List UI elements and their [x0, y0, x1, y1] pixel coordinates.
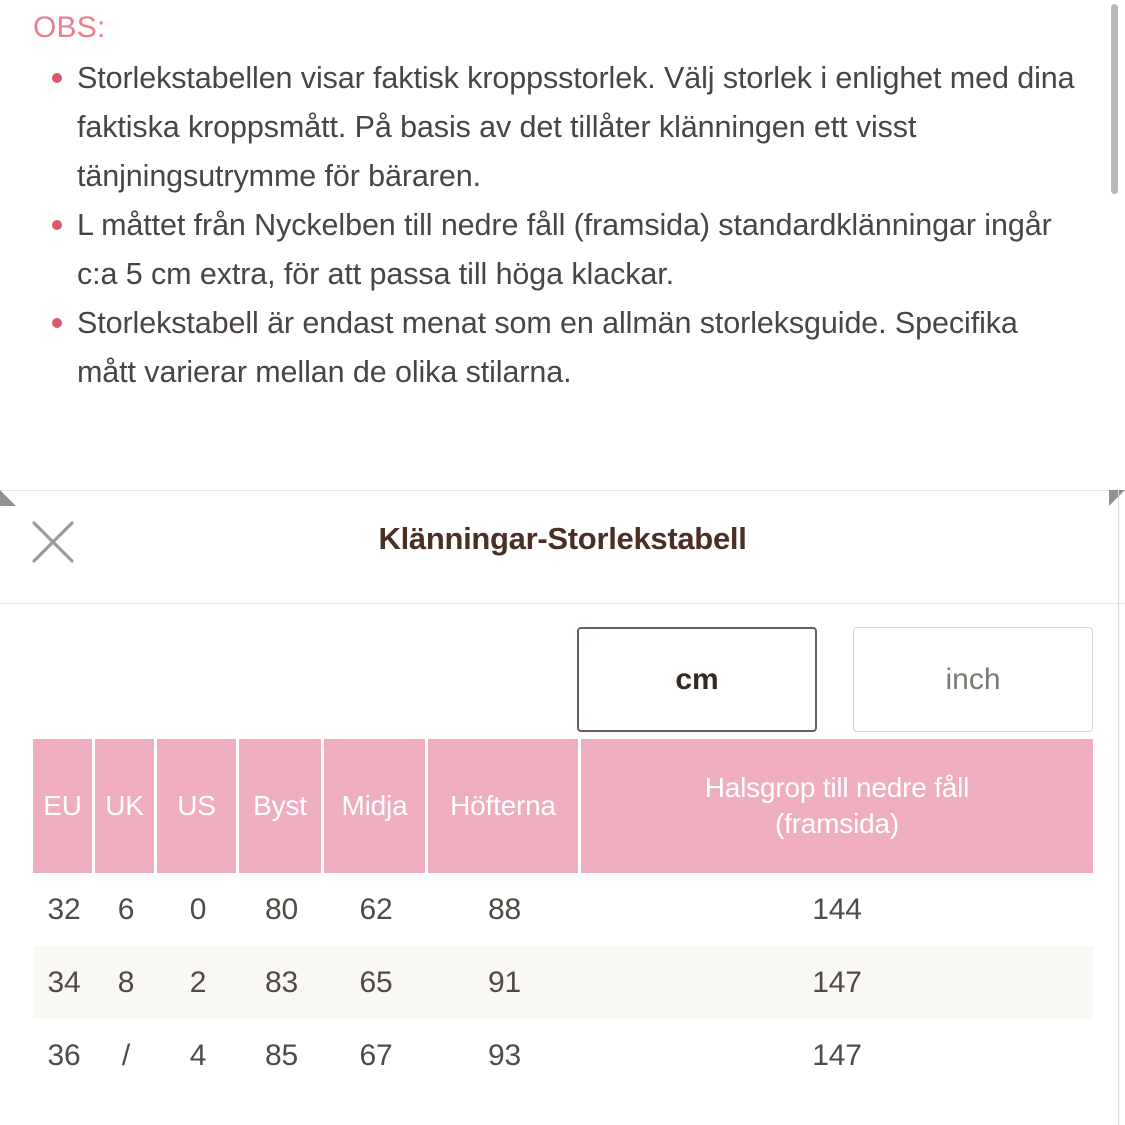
- obs-heading: OBS:: [33, 11, 106, 44]
- column-header-byst: Byst: [239, 739, 324, 873]
- cell-midja: 67: [359, 1038, 393, 1072]
- size-chart-modal: [0, 490, 1125, 1125]
- column-header-halsgrop-line2: (framsida): [774, 808, 899, 839]
- column-header-hofterna: Höfterna: [428, 739, 581, 873]
- bullet-icon: [52, 220, 62, 230]
- cell-eu: 36: [47, 1038, 81, 1072]
- column-header-eu: EU: [33, 739, 95, 873]
- modal-header: [0, 491, 1125, 604]
- size-table-head: [33, 739, 1093, 873]
- cell-eu: 34: [33, 946, 95, 1019]
- note-text: Storlekstabellen visar faktisk kroppsstorlek. Välj storlek i enlighet med dina faktiska kroppsmått. På basis av det tillåter klänningen ett visst tänjningsutrymme för bäraren.: [77, 61, 1075, 193]
- table-row: [33, 873, 1093, 946]
- unit-toggle-cm[interactable]: cm: [577, 627, 817, 732]
- cell-midja: 62: [359, 892, 393, 926]
- table-row: [33, 946, 1093, 1019]
- table-row: [33, 1019, 1093, 1092]
- size-table-body: [33, 873, 1093, 1092]
- cell-hofterna: 93: [488, 1038, 521, 1072]
- page-title: Klänningar-Storlekstabell: [378, 521, 747, 556]
- cell-hofterna: 91: [428, 946, 581, 1019]
- notes-scrollbar-thumb[interactable]: [1111, 4, 1118, 194]
- note-item: [33, 201, 1085, 299]
- cell-byst: 85: [265, 1038, 298, 1072]
- cell-uk: 8: [95, 946, 157, 1019]
- cell-us: 4: [189, 1038, 207, 1072]
- cell-halsgrop: 147: [812, 1038, 862, 1072]
- cell-byst: 80: [265, 892, 298, 926]
- column-header-us: US: [157, 739, 239, 873]
- table-header-row: [33, 739, 1093, 873]
- unit-toggle-group: [0, 604, 1125, 739]
- cell-uk: 6: [117, 892, 135, 926]
- note-text: L måttet från Nyckelben till nedre fåll (framsida) standardklänningar ingår c:a 5 cm extra, för att passa till höga klackar.: [77, 208, 1052, 291]
- cell-eu: 32: [47, 892, 81, 926]
- cell-midja: 65: [324, 946, 428, 1019]
- notes-content: [0, 0, 1125, 397]
- cell-us: 0: [189, 892, 207, 926]
- unit-toggle-inch[interactable]: inch: [853, 627, 1093, 732]
- size-table-scroll-area[interactable]: [0, 739, 1125, 1092]
- bullet-icon: [52, 318, 62, 328]
- viewport-right-edge: [1118, 490, 1119, 1125]
- cell-halsgrop: 144: [812, 892, 862, 926]
- note-item: [33, 54, 1085, 201]
- notes-list: [33, 54, 1085, 397]
- cell-uk: /: [121, 1038, 131, 1072]
- cell-us: 2: [157, 946, 239, 1019]
- size-table: [33, 739, 1093, 1092]
- size-guide-notes-panel: [0, 0, 1125, 480]
- cell-hofterna: 88: [488, 892, 521, 926]
- note-item: [33, 299, 1085, 397]
- note-text: Storlekstabell är endast menat som en allmän storleksguide. Specifika mått varierar mellan de olika stilarna.: [77, 306, 1018, 389]
- column-header-midja: Midja: [324, 739, 428, 873]
- bullet-icon: [52, 73, 62, 83]
- column-header-halsgrop: [581, 739, 1093, 873]
- cell-byst: 83: [239, 946, 324, 1019]
- column-header-halsgrop-line1: Halsgrop till nedre fåll: [704, 772, 970, 803]
- column-header-uk: UK: [95, 739, 157, 873]
- cell-halsgrop: 147: [581, 946, 1093, 1019]
